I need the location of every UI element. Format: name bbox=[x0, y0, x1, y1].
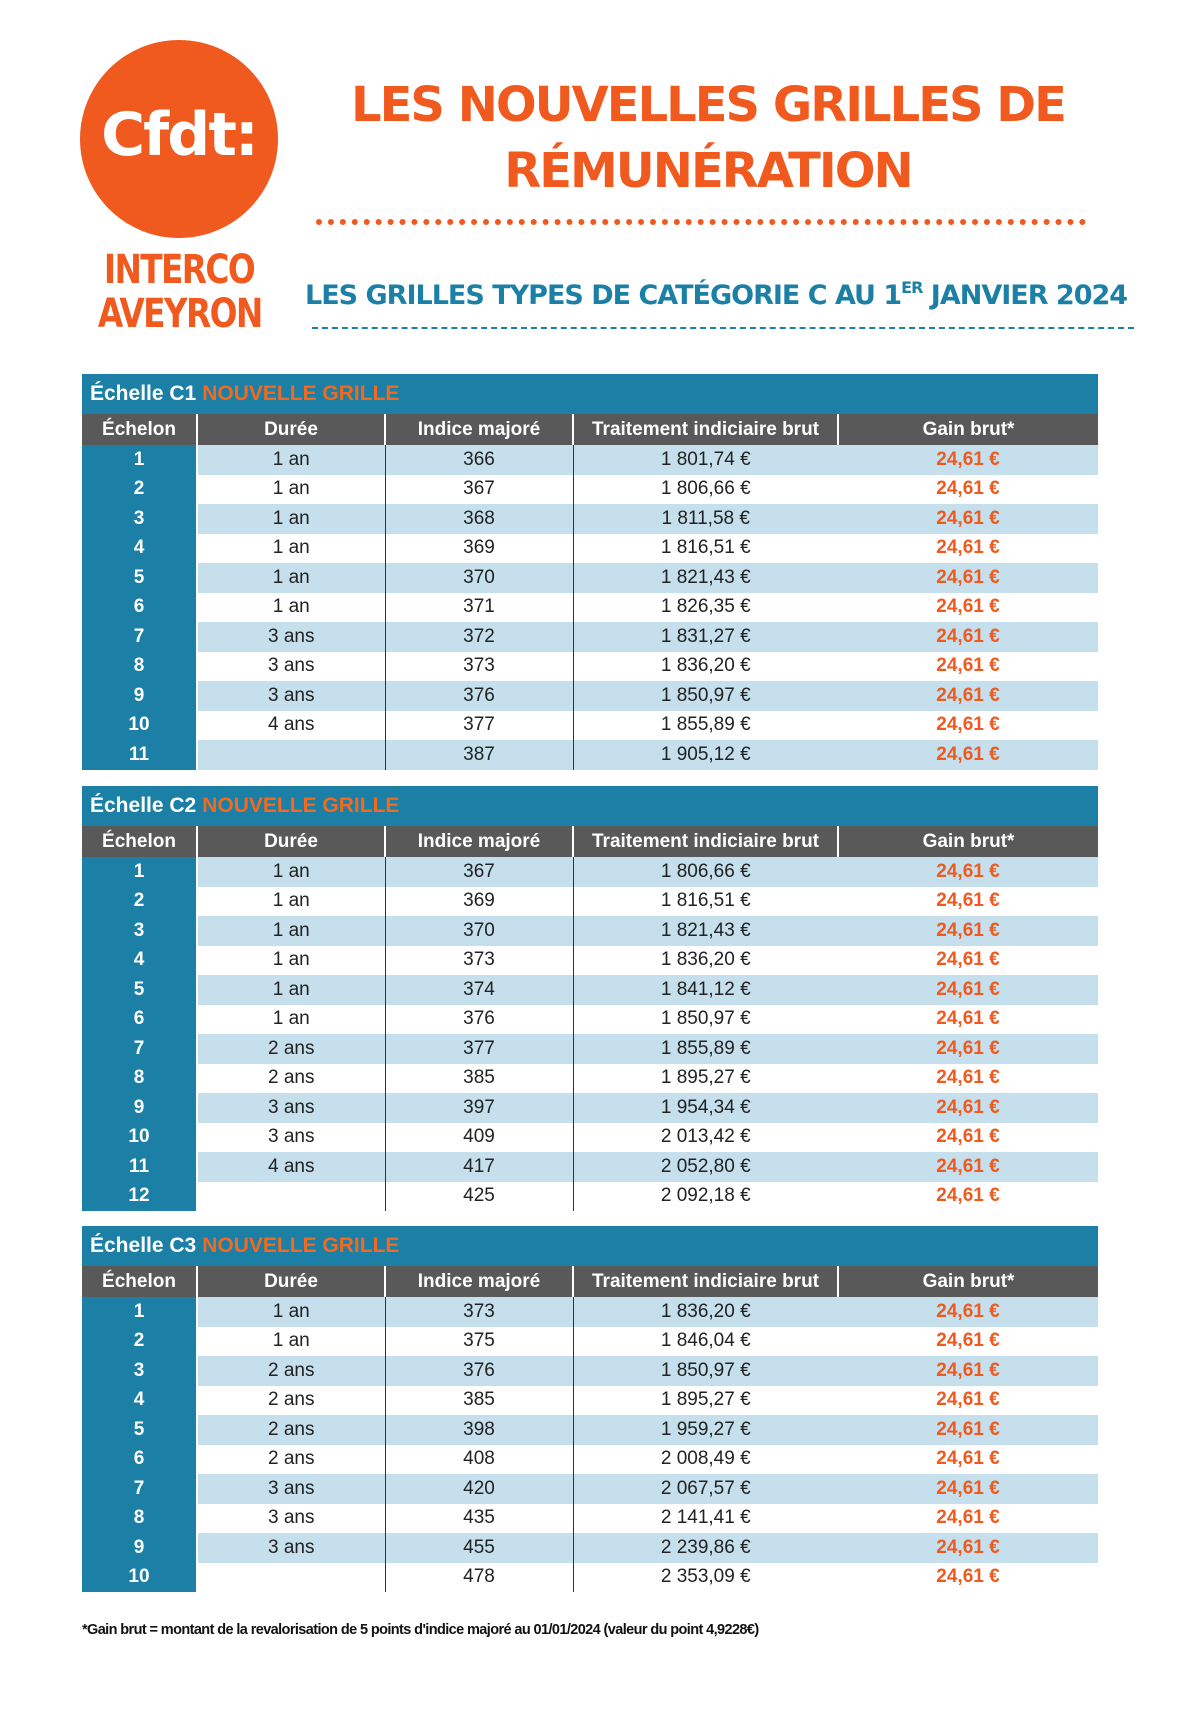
gain-cell: 24,61 € bbox=[838, 1297, 1098, 1327]
echelon-cell: 6 bbox=[82, 593, 197, 623]
section-name: Échelle C2 bbox=[90, 794, 197, 817]
duree-cell: 2 ans bbox=[197, 1415, 385, 1445]
table-row bbox=[82, 504, 1098, 534]
table-row bbox=[82, 1182, 1098, 1212]
gain-cell: 24,61 € bbox=[838, 740, 1098, 770]
indice-cell: 385 bbox=[385, 1386, 573, 1416]
traitement-cell: 1 806,66 € bbox=[573, 857, 838, 887]
indice-cell: 417 bbox=[385, 1152, 573, 1182]
traitement-cell: 1 895,27 € bbox=[573, 1386, 838, 1416]
gain-cell: 24,61 € bbox=[838, 1356, 1098, 1386]
gain-cell: 24,61 € bbox=[838, 1064, 1098, 1094]
gain-cell: 24,61 € bbox=[838, 1533, 1098, 1563]
traitement-cell: 1 841,12 € bbox=[573, 975, 838, 1005]
table-row bbox=[82, 1563, 1098, 1593]
table-row bbox=[82, 857, 1098, 887]
table-row bbox=[82, 534, 1098, 564]
traitement-cell: 2 092,18 € bbox=[573, 1182, 838, 1212]
indice-cell: 398 bbox=[385, 1415, 573, 1445]
indice-cell: 435 bbox=[385, 1504, 573, 1534]
traitement-cell: 1 821,43 € bbox=[573, 563, 838, 593]
echelon-cell: 6 bbox=[82, 1005, 197, 1035]
indice-cell: 370 bbox=[385, 563, 573, 593]
echelon-cell: 6 bbox=[82, 1445, 197, 1475]
gain-cell: 24,61 € bbox=[838, 975, 1098, 1005]
echelon-cell: 8 bbox=[82, 1064, 197, 1094]
subtitle-sup: ER bbox=[901, 278, 923, 297]
echelon-cell: 4 bbox=[82, 946, 197, 976]
echelon-cell: 8 bbox=[82, 1504, 197, 1534]
salary-table bbox=[82, 1266, 1098, 1592]
gain-cell: 24,61 € bbox=[838, 857, 1098, 887]
duree-cell: 1 an bbox=[197, 593, 385, 623]
indice-cell: 377 bbox=[385, 1034, 573, 1064]
table-row bbox=[82, 887, 1098, 917]
traitement-cell: 1 905,12 € bbox=[573, 740, 838, 770]
gain-cell: 24,61 € bbox=[838, 887, 1098, 917]
echelon-cell: 4 bbox=[82, 534, 197, 564]
indice-cell: 377 bbox=[385, 711, 573, 741]
traitement-cell: 1 959,27 € bbox=[573, 1415, 838, 1445]
cfdt-logo bbox=[80, 40, 278, 238]
duree-cell: 1 an bbox=[197, 887, 385, 917]
table-row bbox=[82, 1034, 1098, 1064]
table-row bbox=[82, 1445, 1098, 1475]
table-row bbox=[82, 740, 1098, 770]
table-header-row bbox=[82, 826, 1098, 857]
logo-interco: INTERCO bbox=[103, 247, 255, 293]
traitement-cell: 2 141,41 € bbox=[573, 1504, 838, 1534]
table-row bbox=[82, 1297, 1098, 1327]
indice-cell: 373 bbox=[385, 1297, 573, 1327]
page-title bbox=[318, 72, 1098, 204]
duree-cell: 1 an bbox=[197, 563, 385, 593]
column-header: Échelon bbox=[82, 826, 197, 857]
gain-cell: 24,61 € bbox=[838, 563, 1098, 593]
gain-cell: 24,61 € bbox=[838, 946, 1098, 976]
echelon-cell: 9 bbox=[82, 1093, 197, 1123]
table-row bbox=[82, 916, 1098, 946]
echelon-cell: 10 bbox=[82, 1563, 197, 1593]
table-row bbox=[82, 622, 1098, 652]
indice-cell: 376 bbox=[385, 1005, 573, 1035]
traitement-cell: 1 855,89 € bbox=[573, 1034, 838, 1064]
gain-cell: 24,61 € bbox=[838, 1005, 1098, 1035]
echelon-cell: 5 bbox=[82, 563, 197, 593]
column-header: Gain brut* bbox=[838, 1266, 1098, 1297]
echelon-cell: 7 bbox=[82, 1474, 197, 1504]
gain-cell: 24,61 € bbox=[838, 652, 1098, 682]
traitement-cell: 2 008,49 € bbox=[573, 1445, 838, 1475]
logo-aveyron: AVEYRON bbox=[97, 291, 262, 337]
gain-cell: 24,61 € bbox=[838, 1504, 1098, 1534]
table-row bbox=[82, 1005, 1098, 1035]
column-header: Gain brut* bbox=[838, 414, 1098, 445]
table-row bbox=[82, 593, 1098, 623]
indice-cell: 425 bbox=[385, 1182, 573, 1212]
gain-cell: 24,61 € bbox=[838, 711, 1098, 741]
gain-cell: 24,61 € bbox=[838, 1445, 1098, 1475]
column-header: Durée bbox=[197, 414, 385, 445]
table-row bbox=[82, 1386, 1098, 1416]
traitement-cell: 1 816,51 € bbox=[573, 887, 838, 917]
echelon-cell: 10 bbox=[82, 1123, 197, 1153]
gain-cell: 24,61 € bbox=[838, 1474, 1098, 1504]
duree-cell: 2 ans bbox=[197, 1445, 385, 1475]
echelon-cell: 4 bbox=[82, 1386, 197, 1416]
echelon-cell: 3 bbox=[82, 916, 197, 946]
grid-section bbox=[82, 374, 1098, 770]
duree-cell: 1 an bbox=[197, 1005, 385, 1035]
traitement-cell: 2 239,86 € bbox=[573, 1533, 838, 1563]
section-header bbox=[82, 786, 1098, 826]
gain-cell: 24,61 € bbox=[838, 1415, 1098, 1445]
indice-cell: 372 bbox=[385, 622, 573, 652]
table-row bbox=[82, 1533, 1098, 1563]
indice-cell: 368 bbox=[385, 504, 573, 534]
duree-cell: 3 ans bbox=[197, 681, 385, 711]
gain-cell: 24,61 € bbox=[838, 445, 1098, 475]
traitement-cell: 1 836,20 € bbox=[573, 946, 838, 976]
traitement-cell: 2 013,42 € bbox=[573, 1123, 838, 1153]
column-header: Indice majoré bbox=[385, 1266, 573, 1297]
gain-cell: 24,61 € bbox=[838, 1182, 1098, 1212]
echelon-cell: 11 bbox=[82, 740, 197, 770]
gain-cell: 24,61 € bbox=[838, 681, 1098, 711]
echelon-cell: 10 bbox=[82, 711, 197, 741]
footnote: *Gain brut = montant de la revalorisation de 5 points d'indice majoré au 01/01/2024 (valeur du point 4,9228€) bbox=[82, 1622, 759, 1638]
echelon-cell: 7 bbox=[82, 622, 197, 652]
duree-cell: 3 ans bbox=[197, 1474, 385, 1504]
duree-cell: 1 an bbox=[197, 534, 385, 564]
duree-cell: 2 ans bbox=[197, 1386, 385, 1416]
duree-cell: 4 ans bbox=[197, 1152, 385, 1182]
indice-cell: 367 bbox=[385, 857, 573, 887]
section-tag: NOUVELLE GRILLE bbox=[202, 382, 400, 405]
duree-cell: 2 ans bbox=[197, 1034, 385, 1064]
gain-cell: 24,61 € bbox=[838, 1093, 1098, 1123]
section-header bbox=[82, 1226, 1098, 1266]
echelon-cell: 1 bbox=[82, 445, 197, 475]
duree-cell: 1 an bbox=[197, 475, 385, 505]
indice-cell: 478 bbox=[385, 1563, 573, 1593]
gain-cell: 24,61 € bbox=[838, 534, 1098, 564]
gain-cell: 24,61 € bbox=[838, 1563, 1098, 1593]
page-subtitle bbox=[305, 278, 1140, 311]
duree-cell: 3 ans bbox=[197, 1504, 385, 1534]
table-row bbox=[82, 1064, 1098, 1094]
indice-cell: 371 bbox=[385, 593, 573, 623]
gain-cell: 24,61 € bbox=[838, 1327, 1098, 1357]
gain-cell: 24,61 € bbox=[838, 504, 1098, 534]
indice-cell: 376 bbox=[385, 1356, 573, 1386]
column-header: Indice majoré bbox=[385, 414, 573, 445]
grid-section bbox=[82, 786, 1098, 1211]
duree-cell: 1 an bbox=[197, 1297, 385, 1327]
gain-cell: 24,61 € bbox=[838, 622, 1098, 652]
echelon-cell: 9 bbox=[82, 1533, 197, 1563]
indice-cell: 373 bbox=[385, 652, 573, 682]
subtitle-main: LES GRILLES TYPES DE CATÉGORIE C AU 1 bbox=[305, 280, 902, 311]
table-row bbox=[82, 475, 1098, 505]
duree-cell bbox=[197, 740, 385, 770]
section-tag: NOUVELLE GRILLE bbox=[202, 1234, 400, 1257]
gain-cell: 24,61 € bbox=[838, 1034, 1098, 1064]
table-row bbox=[82, 1152, 1098, 1182]
indice-cell: 420 bbox=[385, 1474, 573, 1504]
echelon-cell: 1 bbox=[82, 1297, 197, 1327]
duree-cell: 1 an bbox=[197, 857, 385, 887]
traitement-cell: 1 850,97 € bbox=[573, 1005, 838, 1035]
duree-cell: 1 an bbox=[197, 946, 385, 976]
duree-cell: 3 ans bbox=[197, 1093, 385, 1123]
column-header: Traitement indiciaire brut bbox=[573, 826, 838, 857]
table-row bbox=[82, 946, 1098, 976]
echelon-cell: 5 bbox=[82, 975, 197, 1005]
echelon-cell: 2 bbox=[82, 887, 197, 917]
indice-cell: 370 bbox=[385, 916, 573, 946]
gain-cell: 24,61 € bbox=[838, 916, 1098, 946]
grid-section bbox=[82, 1226, 1098, 1592]
traitement-cell: 1 895,27 € bbox=[573, 1064, 838, 1094]
indice-cell: 376 bbox=[385, 681, 573, 711]
table-row bbox=[82, 711, 1098, 741]
traitement-cell: 1 821,43 € bbox=[573, 916, 838, 946]
table-row bbox=[82, 681, 1098, 711]
traitement-cell: 1 855,89 € bbox=[573, 711, 838, 741]
table-row bbox=[82, 1504, 1098, 1534]
indice-cell: 397 bbox=[385, 1093, 573, 1123]
indice-cell: 369 bbox=[385, 534, 573, 564]
table-row bbox=[82, 563, 1098, 593]
gain-cell: 24,61 € bbox=[838, 1386, 1098, 1416]
traitement-cell: 1 811,58 € bbox=[573, 504, 838, 534]
gain-cell: 24,61 € bbox=[838, 1123, 1098, 1153]
traitement-cell: 2 067,57 € bbox=[573, 1474, 838, 1504]
indice-cell: 373 bbox=[385, 946, 573, 976]
indice-cell: 367 bbox=[385, 475, 573, 505]
duree-cell: 4 ans bbox=[197, 711, 385, 741]
traitement-cell: 2 052,80 € bbox=[573, 1152, 838, 1182]
table-row bbox=[82, 1093, 1098, 1123]
duree-cell: 1 an bbox=[197, 1327, 385, 1357]
column-header: Durée bbox=[197, 826, 385, 857]
echelon-cell: 3 bbox=[82, 1356, 197, 1386]
echelon-cell: 9 bbox=[82, 681, 197, 711]
table-row bbox=[82, 1474, 1098, 1504]
traitement-cell: 1 954,34 € bbox=[573, 1093, 838, 1123]
orange-dotted-divider bbox=[316, 219, 1086, 225]
traitement-cell: 1 836,20 € bbox=[573, 1297, 838, 1327]
traitement-cell: 1 801,74 € bbox=[573, 445, 838, 475]
traitement-cell: 1 850,97 € bbox=[573, 681, 838, 711]
column-header: Échelon bbox=[82, 414, 197, 445]
column-header: Durée bbox=[197, 1266, 385, 1297]
indice-cell: 409 bbox=[385, 1123, 573, 1153]
duree-cell bbox=[197, 1182, 385, 1212]
duree-cell: 3 ans bbox=[197, 1533, 385, 1563]
column-header: Échelon bbox=[82, 1266, 197, 1297]
table-row bbox=[82, 1415, 1098, 1445]
table-header-row bbox=[82, 1266, 1098, 1297]
echelon-cell: 12 bbox=[82, 1182, 197, 1212]
traitement-cell: 2 353,09 € bbox=[573, 1563, 838, 1593]
section-tag: NOUVELLE GRILLE bbox=[202, 794, 400, 817]
duree-cell: 3 ans bbox=[197, 1123, 385, 1153]
traitement-cell: 1 846,04 € bbox=[573, 1327, 838, 1357]
column-header: Indice majoré bbox=[385, 826, 573, 857]
table-row bbox=[82, 975, 1098, 1005]
table-row bbox=[82, 445, 1098, 475]
duree-cell: 1 an bbox=[197, 975, 385, 1005]
echelon-cell: 3 bbox=[82, 504, 197, 534]
column-header: Gain brut* bbox=[838, 826, 1098, 857]
gain-cell: 24,61 € bbox=[838, 593, 1098, 623]
duree-cell: 2 ans bbox=[197, 1064, 385, 1094]
traitement-cell: 1 806,66 € bbox=[573, 475, 838, 505]
traitement-cell: 1 836,20 € bbox=[573, 652, 838, 682]
table-row bbox=[82, 652, 1098, 682]
indice-cell: 366 bbox=[385, 445, 573, 475]
table-row bbox=[82, 1356, 1098, 1386]
column-header: Traitement indiciaire brut bbox=[573, 1266, 838, 1297]
table-row bbox=[82, 1327, 1098, 1357]
duree-cell: 2 ans bbox=[197, 1356, 385, 1386]
gain-cell: 24,61 € bbox=[838, 1152, 1098, 1182]
salary-table bbox=[82, 826, 1098, 1211]
echelon-cell: 11 bbox=[82, 1152, 197, 1182]
traitement-cell: 1 831,27 € bbox=[573, 622, 838, 652]
table-row bbox=[82, 1123, 1098, 1153]
echelon-cell: 2 bbox=[82, 1327, 197, 1357]
echelon-cell: 5 bbox=[82, 1415, 197, 1445]
indice-cell: 375 bbox=[385, 1327, 573, 1357]
section-name: Échelle C1 bbox=[90, 382, 197, 405]
logo-text: Cfdt: bbox=[101, 100, 257, 170]
indice-cell: 369 bbox=[385, 887, 573, 917]
traitement-cell: 1 850,97 € bbox=[573, 1356, 838, 1386]
duree-cell bbox=[197, 1563, 385, 1593]
indice-cell: 455 bbox=[385, 1533, 573, 1563]
title-line-1: LES NOUVELLES GRILLES DE bbox=[351, 77, 1065, 133]
salary-table bbox=[82, 414, 1098, 770]
blue-dashed-divider bbox=[312, 327, 1134, 329]
indice-cell: 387 bbox=[385, 740, 573, 770]
indice-cell: 408 bbox=[385, 1445, 573, 1475]
column-header: Traitement indiciaire brut bbox=[573, 414, 838, 445]
duree-cell: 1 an bbox=[197, 445, 385, 475]
echelon-cell: 8 bbox=[82, 652, 197, 682]
duree-cell: 1 an bbox=[197, 504, 385, 534]
traitement-cell: 1 816,51 € bbox=[573, 534, 838, 564]
section-header bbox=[82, 374, 1098, 414]
indice-cell: 385 bbox=[385, 1064, 573, 1094]
section-name: Échelle C3 bbox=[90, 1234, 197, 1257]
traitement-cell: 1 826,35 € bbox=[573, 593, 838, 623]
title-line-2: RÉMUNÉRATION bbox=[504, 143, 912, 199]
subtitle-end: JANVIER 2024 bbox=[922, 280, 1128, 311]
echelon-cell: 2 bbox=[82, 475, 197, 505]
indice-cell: 374 bbox=[385, 975, 573, 1005]
echelon-cell: 7 bbox=[82, 1034, 197, 1064]
table-header-row bbox=[82, 414, 1098, 445]
gain-cell: 24,61 € bbox=[838, 475, 1098, 505]
echelon-cell: 1 bbox=[82, 857, 197, 887]
duree-cell: 3 ans bbox=[197, 622, 385, 652]
duree-cell: 3 ans bbox=[197, 652, 385, 682]
duree-cell: 1 an bbox=[197, 916, 385, 946]
